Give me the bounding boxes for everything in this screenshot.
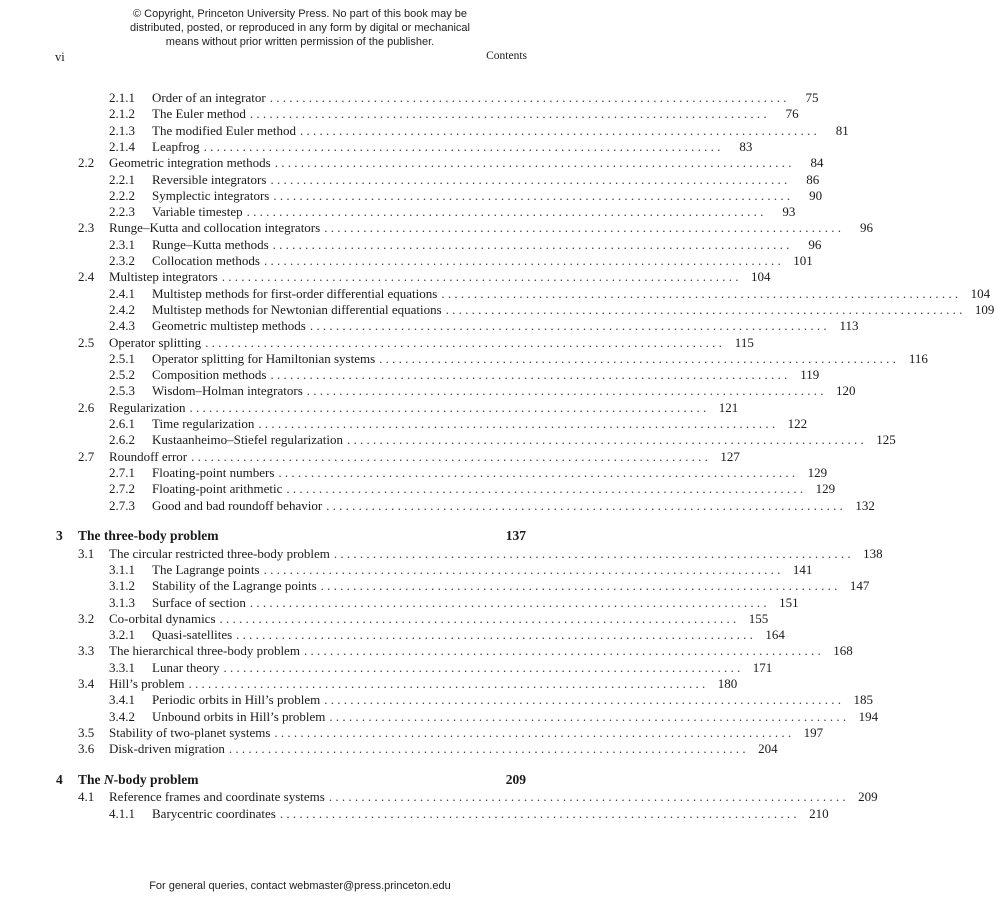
toc-page: 132	[855, 497, 875, 513]
toc-subsection[interactable]	[109, 204, 796, 220]
toc-title: Surface of section	[152, 594, 246, 610]
toc-page: 194	[858, 708, 879, 724]
toc-page: 210	[809, 805, 829, 821]
toc-number: 2.6.2	[109, 432, 135, 448]
toc-page: 129	[815, 481, 836, 497]
toc-title: Kustaanheimo–Stiefel regularization	[152, 432, 343, 448]
toc-section[interactable]	[78, 334, 754, 351]
toc-title: Time regularization	[152, 416, 255, 431]
toc-leader: . . . . . . . . . . . . . . . . . . . . . . . . . . . . . . . . . . . . . . . . . . . . . . . . . . . . . . . . . . . . . . . . . . . . . . . . . . . . . . . .	[326, 497, 843, 513]
toc-leader: . . . . . . . . . . . . . . . . . . . . . . . . . . . . . . . . . . . . . . . . . . . . . . . . . . . . . . . . . . . . . . . . . . . . . . . . . . . . . . . .	[203, 138, 721, 154]
toc-section[interactable]	[78, 724, 824, 741]
toc-section[interactable]	[78, 448, 740, 465]
toc-number: 3.2	[78, 610, 95, 626]
toc-leader: . . . . . . . . . . . . . . . . . . . . . . . . . . . . . . . . . . . . . . . . . . . . . . . . . . . . . . . . . . . . . . . . . . . . . . . . . . . . . . . .	[263, 253, 781, 268]
toc-subsection[interactable]	[109, 171, 820, 188]
toc-number: 2.4.3	[109, 318, 135, 334]
page-number: vi	[55, 50, 65, 64]
toc-section[interactable]	[78, 155, 824, 171]
toc-page: 122	[787, 416, 808, 431]
copyright-line: © Copyright, Princeton University Press. No part of this book may be	[133, 8, 467, 20]
toc-title: The hierarchical three-body problem	[109, 643, 300, 659]
toc-leader: . . . . . . . . . . . . . . . . . . . . . . . . . . . . . . . . . . . . . . . . . . . . . . . . . . . . . . . . . . . . . . . . . . . . . . . . . . . . . . . .	[300, 122, 817, 138]
toc-number: 3	[56, 527, 63, 543]
toc-title: Floating-point numbers	[152, 464, 275, 480]
toc-leader: . . . . . . . . . . . . . . . . . . . . . . . . . . . . . . . . . . . . . . . . . . . . . . . . . . . . . . . . . . . . . . . . . . . . . . . . . . . . . . . .	[269, 90, 787, 105]
toc-title: Hill’s problem	[109, 676, 185, 691]
toc-subsection[interactable]	[109, 285, 991, 302]
toc-page: 171	[752, 659, 773, 675]
toc-page: 113	[839, 318, 859, 334]
toc-section[interactable]	[78, 220, 873, 236]
toc-subsection[interactable]	[109, 594, 799, 611]
toc-leader: . . . . . . . . . . . . . . . . . . . . . . . . . . . . . . . . . . . . . . . . . . . . . . . . . . . . . . . . . . . . . . . . . . . . . . . . . . . . . . . .	[258, 416, 776, 431]
toc-page: 96	[859, 220, 873, 236]
toc-subsection[interactable]	[109, 805, 829, 822]
toc-page: 109	[974, 301, 994, 317]
toc-title: Co-orbital dynamics	[109, 610, 216, 626]
toc-number: 3.4	[78, 676, 95, 691]
toc-section[interactable]	[78, 610, 769, 627]
toc-title: Collocation methods	[152, 253, 260, 268]
toc-title: The modified Euler method	[152, 122, 297, 138]
toc-leader: . . . . . . . . . . . . . . . . . . . . . . . . . . . . . . . . . . . . . . . . . . . . . . . . . . . . . . . . . . . . . . . . . . . . . . . . . . . . . . . .	[205, 334, 722, 350]
toc-leader: . . . . . . . . . . . . . . . . . . . . . . . . . . . . . . . . . . . . . . . . . . . . . . . . . . . . . . . . . . . . . . . . . . . . . . . . . . . . . . . .	[246, 204, 764, 220]
toc-subsection[interactable]	[109, 627, 785, 643]
toc-title: Reference frames and coordinate systems	[109, 789, 325, 805]
toc-chapter[interactable]	[56, 528, 526, 544]
toc-page: 129	[807, 464, 828, 480]
toc-number: 2.3.2	[109, 253, 135, 268]
toc-title: Composition methods	[152, 367, 267, 383]
toc-subsection[interactable]	[109, 708, 879, 725]
toc-leader: . . . . . . . . . . . . . . . . . . . . . . . . . . . . . . . . . . . . . . . . . . . . . . . . . . . . . . . . . . . . . . . . . . . . . . . . . . . . . . . .	[272, 236, 790, 252]
toc-section[interactable]	[78, 545, 883, 562]
toc-leader: . . . . . . . . . . . . . . . . . . . . . . . . . . . . . . . . . . . . . . . . . . . . . . . . . . . . . . . . . . . . . . . . . . . . . . . . . . . . . . . .	[219, 610, 737, 626]
toc-title: Roundoff error	[109, 448, 188, 464]
toc-title: Stability of two-planet systems	[109, 724, 271, 740]
toc-leader: . . . . . . . . . . . . . . . . . . . . . . . . . . . . . . . . . . . . . . . . . . . . . . . . . . . . . . . . . . . . . . . . . . . . . . . . . . . . . . . .	[328, 789, 846, 805]
toc-subsection[interactable]	[109, 416, 808, 432]
toc-leader: . . . . . . . . . . . . . . . . . . . . . . . . . . . . . . . . . . . . . . . . . . . . . . . . . . . . . . . . . . . . . . . . . . . . . . . . . . . . . . . .	[221, 269, 739, 285]
toc-section[interactable]	[78, 789, 878, 805]
toc-number: 2.6.1	[109, 416, 135, 431]
toc-page: 180	[717, 676, 738, 691]
toc-page: 197	[803, 724, 824, 740]
toc-subsection[interactable]	[109, 236, 822, 253]
toc-title: Symplectic integrators	[152, 187, 270, 203]
toc-page: 81	[835, 122, 849, 138]
toc-number: 2.2.1	[109, 171, 135, 187]
toc-title: The circular restricted three-body problem	[109, 545, 330, 561]
toc-page: 76	[785, 106, 799, 122]
toc-number: 2.7.2	[109, 481, 135, 497]
toc-page: 116	[908, 350, 928, 366]
toc-leader: . . . . . . . . . . . . . . . . . . . . . . . . . . . . . . . . . . . . . . . . . . . . . . . . . . . . . . . . . . . . . . . . . . . . . . . . . . . . . . . .	[329, 708, 847, 724]
toc-number: 2.5.2	[109, 367, 135, 383]
toc-subsection[interactable]	[109, 659, 773, 676]
toc-leader: . . . . . . . . . . . . . . . . . . . . . . . . . . . . . . . . . . . . . . . . . . . . . . . . . . . . . . . . . . . . . . . . . . . . . . . . . . . . . . . .	[270, 367, 788, 383]
toc-page: 168	[833, 643, 853, 659]
toc-number: 2.1.1	[109, 90, 135, 105]
toc-page: 125	[876, 432, 896, 448]
toc-subsection[interactable]	[109, 90, 819, 106]
toc-title: Barycentric coordinates	[152, 805, 276, 821]
toc-title: Multistep methods for Newtonian differential equations	[152, 301, 442, 317]
toc-title: Quasi-satellites	[152, 627, 233, 643]
toc-leader: . . . . . . . . . . . . . . . . . . . . . . . . . . . . . . . . . . . . . . . . . . . . . . . . . . . . . . . . . . . . . . . . . . . . . . . . . . . . . . . .	[324, 692, 842, 708]
toc-section[interactable]	[78, 269, 771, 285]
toc-subsection[interactable]	[109, 138, 753, 155]
toc-leader: . . . . . . . . . . . . . . . . . . . . . . . . . . . . . . . . . . . . . . . . . . . . . . . . . . . . . . . . . . . . . . . . . . . . . . . . . . . . . . . .	[236, 627, 753, 643]
toc-page: 90	[809, 187, 823, 203]
toc-subsection[interactable]	[109, 464, 828, 481]
toc-number: 2.3	[78, 220, 95, 236]
toc-page: 209	[505, 771, 526, 787]
toc-subsection[interactable]	[109, 187, 823, 204]
toc-leader: . . . . . . . . . . . . . . . . . . . . . . . . . . . . . . . . . . . . . . . . . . . . . . . . . . . . . . . . . . . . . . . . . . . . . . . . . . . . . . . .	[278, 464, 796, 480]
toc-leader: . . . . . . . . . . . . . . . . . . . . . . . . . . . . . . . . . . . . . . . . . . . . . . . . . . . . . . . . . . . . . . . . . . . . . . . . . . . . . . . .	[303, 643, 821, 659]
toc-title: Order of an integrator	[152, 90, 266, 105]
toc-subsection[interactable]	[109, 578, 870, 594]
toc-title: The N-body problem	[78, 771, 199, 787]
toc-subsection[interactable]	[109, 481, 836, 497]
toc-page: 147	[849, 578, 870, 594]
toc-page: 155	[748, 610, 769, 626]
toc-title: Floating-point arithmetic	[152, 481, 283, 497]
toc-number: 3.3.1	[109, 659, 135, 675]
toc-page: 83	[739, 138, 753, 154]
toc-number: 3.1.1	[109, 561, 135, 577]
toc-leader: . . . . . . . . . . . . . . . . . . . . . . . . . . . . . . . . . . . . . . . . . . . . . . . . . . . . . . . . . . . . . . . . . . . . . . . . . . . . . . . .	[309, 318, 827, 334]
toc-number: 2.4	[78, 269, 95, 285]
toc-page: 75	[805, 90, 819, 105]
toc-page: 120	[836, 383, 856, 399]
toc-subsection[interactable]	[109, 383, 856, 399]
copyright-notice	[0, 7, 600, 49]
copyright-line: distributed, posted, or reproduced in any form by digital or mechanical	[130, 22, 470, 34]
toc-title: Stability of the Lagrange points	[152, 578, 317, 594]
toc-number: 2.4.2	[109, 301, 135, 317]
toc-page: 164	[765, 627, 785, 643]
toc-number: 3.5	[78, 724, 95, 740]
toc-number: 2.4.1	[109, 285, 135, 301]
toc-leader: . . . . . . . . . . . . . . . . . . . . . . . . . . . . . . . . . . . . . . . . . . . . . . . . . . . . . . . . . . . . . . . . . . . . . . . . . . . . . . . .	[249, 594, 767, 610]
toc-title: The three-body problem	[78, 527, 219, 543]
toc-page: 86	[806, 171, 820, 187]
toc-subsection[interactable]	[109, 497, 875, 514]
toc-title: Periodic orbits in Hill’s problem	[152, 692, 321, 708]
toc-page: 127	[720, 448, 740, 464]
toc-page: 119	[800, 367, 820, 383]
toc-chapter[interactable]	[56, 772, 526, 788]
toc-leader: . . . . . . . . . . . . . . . . . . . . . . . . . . . . . . . . . . . . . . . . . . . . . . . . . . . . . . . . . . . . . . . . . . . . . . . . . . . . . . . .	[263, 561, 781, 577]
toc-subsection[interactable]	[109, 253, 813, 269]
toc-title: Geometric multistep methods	[152, 318, 306, 334]
toc-leader: . . . . . . . . . . . . . . . . . . . . . . . . . . . . . . . . . . . . . . . . . . . . . . . . . . . . . . . . . . . . . . . . . . . . . . . . . . . . . . . .	[324, 220, 841, 236]
toc-number: 3.4.1	[109, 692, 135, 708]
toc-subsection[interactable]	[109, 367, 820, 383]
toc-leader: . . . . . . . . . . . . . . . . . . . . . . . . . . . . . . . . . . . . . . . . . . . . . . . . . . . . . . . . . . . . . . . . . . . . . . . . . . . . . . . .	[274, 155, 792, 171]
toc-subsection[interactable]	[109, 432, 896, 448]
toc-title: The Euler method	[152, 106, 246, 122]
toc-leader: . . . . . . . . . . . . . . . . . . . . . . . . . . . . . . . . . . . . . . . . . . . . . . . . . . . . . . . . . . . . . . . . . . . . . . . . . . . . . . . .	[189, 399, 707, 415]
toc-number: 2.2.3	[109, 204, 135, 220]
toc-subsection[interactable]	[109, 350, 928, 367]
toc-subsection[interactable]	[109, 301, 994, 318]
toc-page: 204	[758, 741, 778, 757]
toc-leader: . . . . . . . . . . . . . . . . . . . . . . . . . . . . . . . . . . . . . . . . . . . . . . . . . . . . . . . . . . . . . . . . . . . . . . . . . . . . . . . .	[188, 676, 706, 691]
toc-number: 2.2.2	[109, 187, 135, 203]
toc-number: 4.1	[78, 789, 95, 805]
toc-page: 137	[505, 527, 526, 543]
toc-number: 2.2	[78, 155, 95, 171]
toc-leader: . . . . . . . . . . . . . . . . . . . . . . . . . . . . . . . . . . . . . . . . . . . . . . . . . . . . . . . . . . . . . . . . . . . . . . . . . . . . . . . .	[346, 432, 864, 448]
toc-leader: . . . . . . . . . . . . . . . . . . . . . . . . . . . . . . . . . . . . . . . . . . . . . . . . . . . . . . . . . . . . . . . . . . . . . . . . . . . . . . . .	[223, 659, 741, 675]
toc-page: 151	[779, 594, 799, 610]
toc-subsection[interactable]	[109, 318, 859, 334]
toc-subsection[interactable]	[109, 122, 849, 139]
toc-page: 115	[734, 334, 754, 350]
toc-title: Runge–Kutta and collocation integrators	[109, 220, 321, 236]
toc-title: Multistep methods for first-order differential equations	[152, 285, 438, 301]
toc-leader: . . . . . . . . . . . . . . . . . . . . . . . . . . . . . . . . . . . . . . . . . . . . . . . . . . . . . . . . . . . . . . . . . . . . . . . . . . . . . . . .	[445, 301, 963, 317]
toc-number: 3.1.2	[109, 578, 135, 594]
toc-leader: . . . . . . . . . . . . . . . . . . . . . . . . . . . . . . . . . . . . . . . . . . . . . . . . . . . . . . . . . . . . . . . . . . . . . . . . . . . . . . . .	[441, 285, 959, 301]
toc-section[interactable]	[78, 399, 739, 416]
toc-leader: . . . . . . . . . . . . . . . . . . . . . . . . . . . . . . . . . . . . . . . . . . . . . . . . . . . . . . . . . . . . . . . . . . . . . . . . . . . . . . . .	[379, 350, 896, 366]
toc-title: Lunar theory	[152, 659, 220, 675]
toc-number: 4.1.1	[109, 805, 135, 821]
toc-leader: . . . . . . . . . . . . . . . . . . . . . . . . . . . . . . . . . . . . . . . . . . . . . . . . . . . . . . . . . . . . . . . . . . . . . . . . . . . . . . . .	[249, 106, 767, 122]
toc-leader: . . . . . . . . . . . . . . . . . . . . . . . . . . . . . . . . . . . . . . . . . . . . . . . . . . . . . . . . . . . . . . . . . . . . . . . . . . . . . . . .	[228, 741, 746, 757]
toc-page: 185	[853, 692, 874, 708]
toc-leader: . . . . . . . . . . . . . . . . . . . . . . . . . . . . . . . . . . . . . . . . . . . . . . . . . . . . . . . . . . . . . . . . . . . . . . . . . . . . . . . .	[273, 187, 791, 203]
toc-number: 2.7.1	[109, 464, 135, 480]
toc-leader: . . . . . . . . . . . . . . . . . . . . . . . . . . . . . . . . . . . . . . . . . . . . . . . . . . . . . . . . . . . . . . . . . . . . . . . . . . . . . . . .	[191, 448, 708, 464]
toc-number: 2.7	[78, 448, 95, 464]
toc-page: 104	[970, 285, 991, 301]
toc-title: The Lagrange points	[152, 561, 260, 577]
toc-number: 3.2.1	[109, 627, 135, 643]
toc-title: Leapfrog	[152, 138, 200, 154]
toc-page: 209	[858, 789, 878, 805]
copyright-line: means without prior written permission of the publisher.	[165, 36, 435, 48]
toc-number: 2.3.1	[109, 236, 135, 252]
toc-page: 141	[792, 561, 813, 577]
toc-page: 104	[750, 269, 771, 285]
toc-number: 3.6	[78, 741, 95, 757]
toc-subsection[interactable]	[109, 106, 799, 122]
toc-subsection[interactable]	[109, 692, 874, 708]
toc-subsection[interactable]	[109, 561, 813, 578]
toc-title: Wisdom–Holman integrators	[152, 383, 303, 399]
toc-section[interactable]	[78, 741, 778, 757]
toc-number: 3.3	[78, 643, 95, 659]
toc-title: Good and bad roundoff behavior	[152, 497, 323, 513]
toc-leader: . . . . . . . . . . . . . . . . . . . . . . . . . . . . . . . . . . . . . . . . . . . . . . . . . . . . . . . . . . . . . . . . . . . . . . . . . . . . . . . .	[306, 383, 824, 399]
toc-title: Regularization	[109, 399, 186, 415]
toc-page: 93	[782, 204, 796, 220]
toc-number: 2.5.3	[109, 383, 135, 399]
toc-number: 2.1.4	[109, 138, 135, 154]
toc-number: 3.1.3	[109, 594, 135, 610]
toc-leader: . . . . . . . . . . . . . . . . . . . . . . . . . . . . . . . . . . . . . . . . . . . . . . . . . . . . . . . . . . . . . . . . . . . . . . . . . . . . . . . .	[270, 171, 788, 187]
toc-leader: . . . . . . . . . . . . . . . . . . . . . . . . . . . . . . . . . . . . . . . . . . . . . . . . . . . . . . . . . . . . . . . . . . . . . . . . . . . . . . . .	[286, 481, 804, 497]
toc-page: 84	[810, 155, 824, 171]
toc-page: 96	[808, 236, 822, 252]
toc-page: 101	[793, 253, 813, 268]
toc-number: 2.1.2	[109, 106, 135, 122]
toc-page: 121	[718, 399, 739, 415]
toc-title: Operator splitting	[109, 334, 202, 350]
toc-title: Unbound orbits in Hill’s problem	[152, 708, 326, 724]
toc-number: 3.1	[78, 545, 95, 561]
toc-leader: . . . . . . . . . . . . . . . . . . . . . . . . . . . . . . . . . . . . . . . . . . . . . . . . . . . . . . . . . . . . . . . . . . . . . . . . . . . . . . . .	[274, 724, 792, 740]
toc-title: Runge–Kutta methods	[152, 236, 269, 252]
toc-leader: . . . . . . . . . . . . . . . . . . . . . . . . . . . . . . . . . . . . . . . . . . . . . . . . . . . . . . . . . . . . . . . . . . . . . . . . . . . . . . . .	[320, 578, 838, 594]
footer-contact: For general queries, contact webmaster@press.princeton.edu	[149, 880, 451, 892]
toc-leader: . . . . . . . . . . . . . . . . . . . . . . . . . . . . . . . . . . . . . . . . . . . . . . . . . . . . . . . . . . . . . . . . . . . . . . . . . . . . . . . .	[279, 805, 797, 821]
toc-number: 2.5	[78, 334, 95, 350]
toc-title: Variable timestep	[152, 204, 243, 220]
toc-title: Operator splitting for Hamiltonian systems	[152, 350, 376, 366]
toc-title: Disk-driven migration	[109, 741, 225, 757]
toc-title: Multistep integrators	[109, 269, 218, 285]
toc-section[interactable]	[78, 643, 853, 659]
toc-number: 2.5.1	[109, 350, 135, 366]
toc-number: 2.6	[78, 399, 95, 415]
toc-number: 4	[56, 771, 63, 787]
toc-number: 2.1.3	[109, 122, 135, 138]
toc-number: 2.7.3	[109, 497, 135, 513]
toc-page: 138	[863, 545, 883, 561]
toc-section[interactable]	[78, 676, 738, 692]
toc-number: 3.4.2	[109, 708, 135, 724]
toc-title: Reversible integrators	[152, 171, 267, 187]
toc-leader: . . . . . . . . . . . . . . . . . . . . . . . . . . . . . . . . . . . . . . . . . . . . . . . . . . . . . . . . . . . . . . . . . . . . . . . . . . . . . . . .	[333, 545, 851, 561]
running-head: Contents	[486, 50, 527, 62]
toc-title: Geometric integration methods	[109, 155, 271, 171]
